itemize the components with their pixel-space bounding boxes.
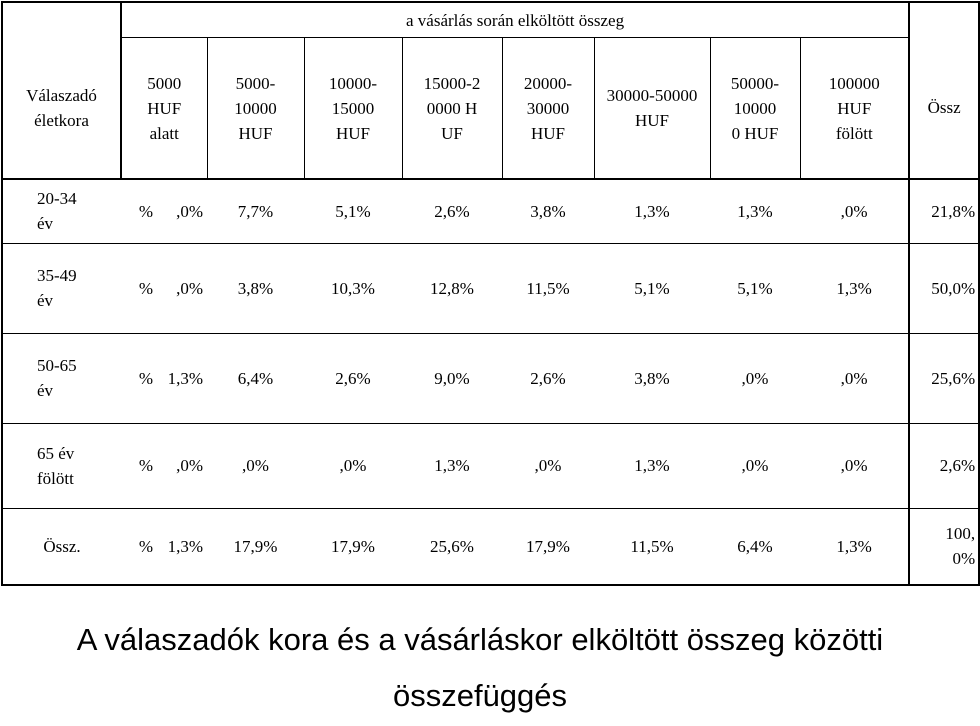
spanning-header: a vásárlás során elköltött összeg: [121, 2, 909, 38]
cell-value: 5,1%: [710, 243, 800, 333]
cell-value: 1,3%: [800, 243, 909, 333]
column-header-3: 10000-15000 HUF: [304, 38, 402, 180]
unit-cell: %: [138, 456, 153, 475]
cell-value: 5,1%: [304, 179, 402, 243]
column-header-2: 5000-10000 HUF: [207, 38, 304, 180]
row-total: 25,6%: [909, 333, 979, 423]
spanning-header-row: [2, 2, 979, 38]
cell-value: ,0%: [800, 333, 909, 423]
unit-cell: %: [138, 536, 153, 556]
table-caption: A válaszadók kora és a vásárláskor elköltött összeg közötti összefüggés: [76, 622, 884, 713]
cell-value: ,0%: [800, 179, 909, 243]
cell-value: ,0%: [710, 333, 800, 423]
cell-value: ,0%: [502, 423, 594, 508]
cell-value: % 1,3%: [121, 333, 207, 423]
age-column-header: Válaszadó életkora: [2, 38, 121, 180]
column-header-5: 20000-30000 HUF: [502, 38, 594, 180]
age-cell: 35-49 év: [2, 243, 121, 333]
cell-value: 9,0%: [402, 333, 502, 423]
cell-value: 1,3%: [594, 179, 710, 243]
cell-value: 10,3%: [304, 243, 402, 333]
cell-value: 12,8%: [402, 243, 502, 333]
cell-value: 3,8%: [594, 333, 710, 423]
cell-value: 3,8%: [502, 179, 594, 243]
table-row: [2, 423, 979, 508]
corner-cell-right: [909, 2, 979, 38]
cell-value: 1,3%: [710, 179, 800, 243]
unit-cell: %: [138, 368, 153, 388]
cell-value: % 1,3%: [121, 508, 207, 585]
age-cell: 50-65 év: [2, 333, 121, 423]
cell-value: 6,4%: [710, 508, 800, 585]
corner-cell: [2, 2, 121, 38]
column-header-1: 5000 HUF alatt: [121, 38, 207, 180]
cell-value: 7,7%: [207, 179, 304, 243]
row-total: 21,8%: [909, 179, 979, 243]
cell-value: % ,0%: [121, 179, 207, 243]
crosstab-table: [1, 1, 980, 586]
table-row: [2, 333, 979, 423]
column-header-6: 30000-50000 HUF: [594, 38, 710, 180]
unit-cell: %: [138, 278, 153, 298]
cell-value: 1,3%: [594, 423, 710, 508]
row-total: 100,0%: [909, 508, 979, 585]
cell-value: 5,1%: [594, 243, 710, 333]
total-column-header: Össz: [909, 38, 979, 180]
cell-value: 6,4%: [207, 333, 304, 423]
age-cell: 20-34 év: [2, 179, 121, 243]
cell-value: 11,5%: [502, 243, 594, 333]
cell-value: % ,0%: [121, 423, 207, 508]
row-total: 50,0%: [909, 243, 979, 333]
column-header-7: 50000-100000 HUF: [710, 38, 800, 180]
cell-value: 1,3%: [402, 423, 502, 508]
cell-value: 17,9%: [502, 508, 594, 585]
table-row: [2, 179, 979, 243]
cell-value: 2,6%: [502, 333, 594, 423]
cell-value: ,0%: [800, 423, 909, 508]
cell-value: 17,9%: [304, 508, 402, 585]
cell-value: 2,6%: [402, 179, 502, 243]
cell-value: 25,6%: [402, 508, 502, 585]
cell-value: % ,0%: [121, 243, 207, 333]
row-total: 2,6%: [909, 423, 979, 508]
cell-value: ,0%: [304, 423, 402, 508]
age-cell: 65 év fölött: [2, 423, 121, 508]
age-cell: Össz.: [2, 508, 121, 585]
cell-value: 2,6%: [304, 333, 402, 423]
cell-value: ,0%: [710, 423, 800, 508]
column-header-8: 100000 HUF fölött: [800, 38, 909, 180]
table-row: [2, 243, 979, 333]
table-row-total: [2, 508, 979, 585]
cell-value: 11,5%: [594, 508, 710, 585]
column-header-row: [2, 38, 979, 180]
cell-value: ,0%: [207, 423, 304, 508]
cell-value: 3,8%: [207, 243, 304, 333]
unit-cell: %: [138, 201, 153, 221]
column-header-4: 15000-20000 HUF: [402, 38, 502, 180]
cell-value: 17,9%: [207, 508, 304, 585]
cell-value: 1,3%: [800, 508, 909, 585]
